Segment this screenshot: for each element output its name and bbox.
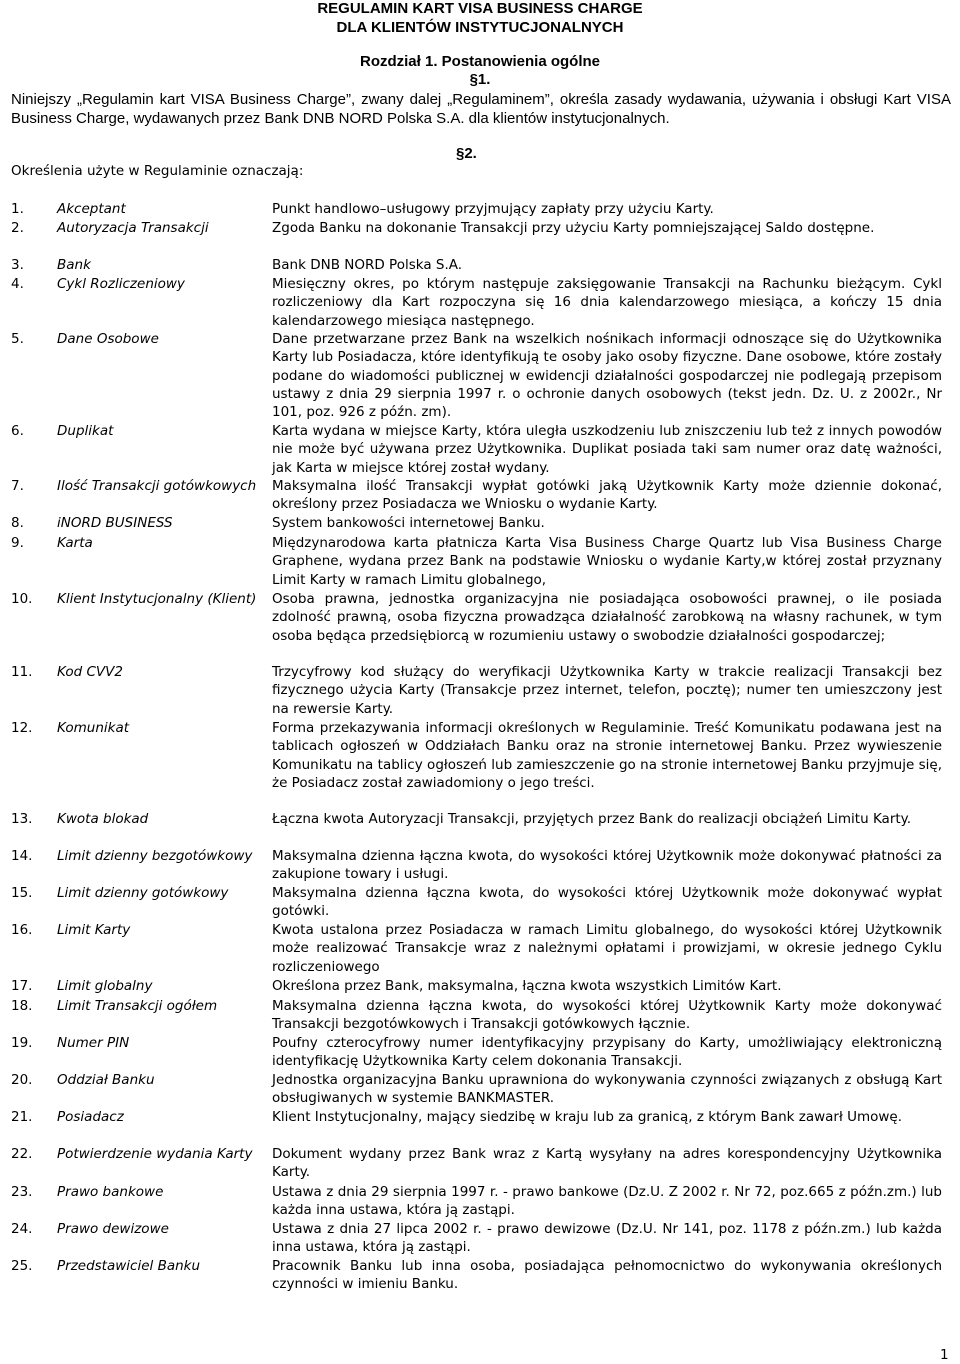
definition-term: Kwota blokad [57, 811, 149, 827]
definition-number: 11. [11, 664, 33, 680]
definition-row [11, 1108, 942, 1145]
definition-number: 1. [11, 201, 24, 217]
definition-row [11, 219, 942, 256]
definition-text: Pracownik Banku lub inna osoba, posiadająca pełnomocnictwo do wykonywania określonych czynności w imieniu Banku. [272, 1258, 942, 1293]
section-1-heading: §1. [469, 71, 491, 88]
definition-text: Zgoda Banku na dokonanie Transakcji przy użyciu Karty pomniejszającej Saldo dostępne. [272, 220, 875, 236]
definition-text: System bankowości internetowej Banku. [272, 515, 545, 531]
definition-term: Prawo dewizowe [57, 1221, 169, 1237]
definition-row [11, 330, 942, 422]
definition-term: Przedstawiciel Banku [57, 1258, 201, 1274]
page-number: 1 [940, 1347, 949, 1363]
definition-row [11, 422, 942, 478]
definition-text: Poufny czterocyfrowy numer identyfikacyjny przypisany do Karty, umożliwiający elektroniczną identyfikację Użytkownika Karty celem dokonania Transakcji. [272, 1035, 942, 1070]
definition-row [11, 534, 942, 590]
definition-term: Ilość Transakcji gotówkowych [57, 478, 257, 494]
definition-text: Bank DNB NORD Polska S.A. [272, 257, 463, 273]
document-subtitle: DLA KLIENTÓW INSTYTUCJONALNYCH [336, 19, 624, 36]
definition-number: 20. [11, 1072, 33, 1088]
definition-term: Komunikat [57, 720, 130, 736]
definition-text: Maksymalna ilość Transakcji wypłat gotówki jaką Użytkownik Karty może dziennie dokonać, określony przez Posiadacza we Wniosku o wydanie Karty. [272, 478, 942, 513]
definition-term: Posiadacz [57, 1109, 124, 1125]
definition-row [11, 719, 942, 811]
definition-text: Karta wydana w miejsce Karty, która uległa uszkodzeniu lub zniszczeniu lub też z innych powodów nie może być używana przez Użytkownika. Duplikat posiada taki sam numer oraz datę ważności, jak Karta w miejsce której został wydany. [272, 423, 942, 476]
definition-row [11, 1257, 942, 1294]
definition-term: Oddział Banku [57, 1072, 155, 1088]
definition-row [11, 663, 942, 718]
definition-row [11, 847, 942, 884]
definition-term: Bank [57, 257, 91, 273]
definition-row [11, 477, 942, 514]
definition-number: 22. [11, 1146, 33, 1162]
definition-term: Prawo bankowe [57, 1184, 164, 1200]
definition-text: Jednostka organizacyjna Banku uprawniona do wykonywania czynności związanych z obsługą Kart obsługiwanych w systemie BANKMASTER. [272, 1072, 942, 1107]
definition-term: Potwierdzenie wydania Karty [57, 1146, 253, 1162]
definition-row [11, 810, 942, 847]
definition-row [11, 256, 942, 274]
definition-term: Limit Karty [57, 922, 131, 938]
definition-term: Karta [57, 535, 93, 551]
definition-number: 14. [11, 848, 33, 864]
definition-number: 7. [11, 478, 24, 494]
definition-number: 16. [11, 922, 33, 938]
definition-term: Kod CVV2 [57, 664, 123, 680]
definition-row [11, 921, 942, 977]
definition-text: Kwota ustalona przez Posiadacza w ramach Limitu globalnego, do wysokości której Użytkownik może realizować Transakcje wraz z należnymi opłatami i prowizjami, w okresie jednego Cyklu rozliczeniowego [272, 922, 942, 975]
intro-paragraph: Niniejszy „Regulamin kart VISA Business Charge”, zwany dalej „Regulaminem”, określa zasady wydawania, używania i obsługi Kart VISA Business Charge, wydawanych przez Bank DNB NORD Polska S.A. dla klientów instytucjonalnych. [11, 91, 951, 127]
section-2-heading: §2. [456, 145, 477, 162]
definition-text: Dane przetwarzane przez Bank na wszelkich nośnikach informacji odnoszące się do Użytkownika Karty lub Posiadacza, które identyfikują te osoby jako osoby fizyczne. Dane osobowe, które zostały podane do wiadomości publicznej w ewidencji działalności gospodarczej nie podlegają przepisom ustawy z dnia 29 sierpnia 1997 r. o ochronie danych osobowych (tekst jedn. Dz. U. z 2002r., Nr 101, poz. 926 z późn. zm). [272, 331, 942, 421]
definition-term: Numer PIN [57, 1035, 130, 1051]
definition-text: Maksymalna dzienna łączna kwota, do wysokości której Użytkownik Karty może dokonywać Transakcji bezgotówkowych i Transakcji gotówkowych łącznie. [272, 998, 942, 1033]
definition-term: Cykl Rozliczeniowy [57, 276, 185, 292]
definition-number: 23. [11, 1184, 33, 1200]
definition-number: 3. [11, 257, 24, 273]
definition-row [11, 997, 942, 1034]
definition-text: Określona przez Bank, maksymalna, łączna kwota wszystkich Limitów Kart. [272, 978, 782, 994]
definition-number: 18. [11, 998, 33, 1014]
definition-text: Ustawa z dnia 27 lipca 2002 r. - prawo dewizowe (Dz.U. Nr 141, poz. 1178 z późn.zm.) lub każda inna ustawa, która ją zastąpi. [272, 1221, 942, 1256]
definition-row [11, 200, 942, 218]
definition-text: Osoba prawna, jednostka organizacyjna nie posiadająca osobowości prawnej, o ile posiada zdolność prawną, osoba fizyczna prowadząca działalność zarobkową na własny rachunek, w tym osoba będąca przedsiębiorcą w rozumieniu ustawy o swobodzie działalności gospodarczej; [272, 591, 942, 644]
definition-number: 2. [11, 220, 24, 236]
definition-number: 19. [11, 1035, 33, 1051]
definition-row [11, 977, 942, 995]
definition-row [11, 884, 942, 921]
definition-text: Międzynarodowa karta płatnicza Karta Visa Business Charge Quartz lub Visa Business Charge Graphene, wydana przez Bank na podstawie Wniosku o wydanie Karty,w której został przyznany Limit Karty w ramach Limitu globalnego, [272, 535, 942, 588]
chapter-heading: Rozdział 1. Postanowienia ogólne [359, 53, 601, 70]
definition-number: 13. [11, 811, 33, 827]
definition-row [11, 1145, 942, 1182]
definition-number: 8. [11, 515, 24, 531]
definition-term: iNORD BUSINESS [57, 515, 173, 531]
definition-term: Duplikat [57, 423, 114, 439]
definition-text: Miesięczny okres, po którym następuje zaksięgowanie Transakcji na Rachunku bieżącym. Cykl rozliczeniowy dla Kart rozpoczyna się 16 dnia kalendarzowego miesiąca, a kończy 15 dnia kalendarzowego miesiąca następnego. [272, 276, 942, 329]
definition-number: 10. [11, 591, 33, 607]
definition-number: 15. [11, 885, 33, 901]
definition-number: 12. [11, 720, 33, 736]
definition-row [11, 275, 942, 331]
document-title: REGULAMIN KART VISA BUSINESS CHARGE [317, 0, 643, 17]
definition-term: Autoryzacja Transakcji [57, 220, 209, 236]
definition-text: Maksymalna dzienna łączna kwota, do wysokości której Użytkownik może dokonywać płatności za zakupione towary i usługi. [272, 848, 942, 883]
definition-number: 6. [11, 423, 24, 439]
definition-text: Trzycyfrowy kod służący do weryfikacji Użytkownika Karty w trakcie realizacji Transakcji bez fizycznego użycia Karty (Transakcje przez internet, telefon, pocztę); numer ten umieszczony jest na rewersie Karty. [272, 664, 942, 717]
definition-term: Akceptant [57, 201, 126, 217]
definition-number: 17. [11, 978, 33, 994]
definition-term: Limit dzienny bezgotówkowy [57, 848, 253, 864]
definition-row [11, 590, 942, 663]
definition-number: 9. [11, 535, 24, 551]
definition-term: Klient Instytucjonalny (Klient) [57, 591, 257, 607]
definition-row [11, 1071, 942, 1108]
definition-number: 21. [11, 1109, 33, 1125]
definition-row [11, 514, 942, 532]
definition-text: Forma przekazywania informacji określonych w Regulaminie. Treść Komunikatu podawana jest na tablicach ogłoszeń w Oddziałach Banku oraz na stronie internetowej Banku. Przez wywieszenie Komunikatu na tablicy ogłoszeń lub zamieszczenie go na stronie internetowej Banku przyjmuje się, że Posiadacz został zawiadomiony o jego treści. [272, 720, 942, 791]
definition-text: Maksymalna dzienna łączna kwota, do wysokości której Użytkownik może dokonywać wypłat gotówki. [272, 885, 942, 920]
definition-text: Punkt handlowo–usługowy przyjmujący zapłaty przy użyciu Karty. [272, 201, 714, 217]
definition-term: Limit Transakcji ogółem [57, 998, 218, 1014]
definition-row [11, 1220, 942, 1257]
definition-text: Łączna kwota Autoryzacji Transakcji, przyjętych przez Bank do realizacji obciążeń Limitu Karty. [272, 811, 912, 827]
definition-term: Limit dzienny gotówkowy [57, 885, 229, 901]
definition-text: Klient Instytucjonalny, mający siedzibę w kraju lub za granicą, z którym Bank zawarł Umowę. [272, 1109, 903, 1125]
definition-number: 4. [11, 276, 24, 292]
definitions-intro: Określenia użyte w Regulaminie oznaczają: [11, 163, 304, 179]
definition-number: 25. [11, 1258, 33, 1274]
definition-text: Ustawa z dnia 29 sierpnia 1997 r. - prawo bankowe (Dz.U. Z 2002 r. Nr 72, poz.665 z późn.zm.) lub każda inna ustawa, która ją zastąpi. [272, 1184, 942, 1219]
definition-row [11, 1034, 942, 1071]
definition-number: 5. [11, 331, 24, 347]
definition-row [11, 1183, 942, 1220]
definition-term: Limit globalny [57, 978, 153, 994]
definition-number: 24. [11, 1221, 33, 1237]
definition-term: Dane Osobowe [57, 331, 159, 347]
definition-text: Dokument wydany przez Bank wraz z Kartą wysyłany na adres korespondencyjny Użytkownika Karty. [272, 1146, 942, 1181]
